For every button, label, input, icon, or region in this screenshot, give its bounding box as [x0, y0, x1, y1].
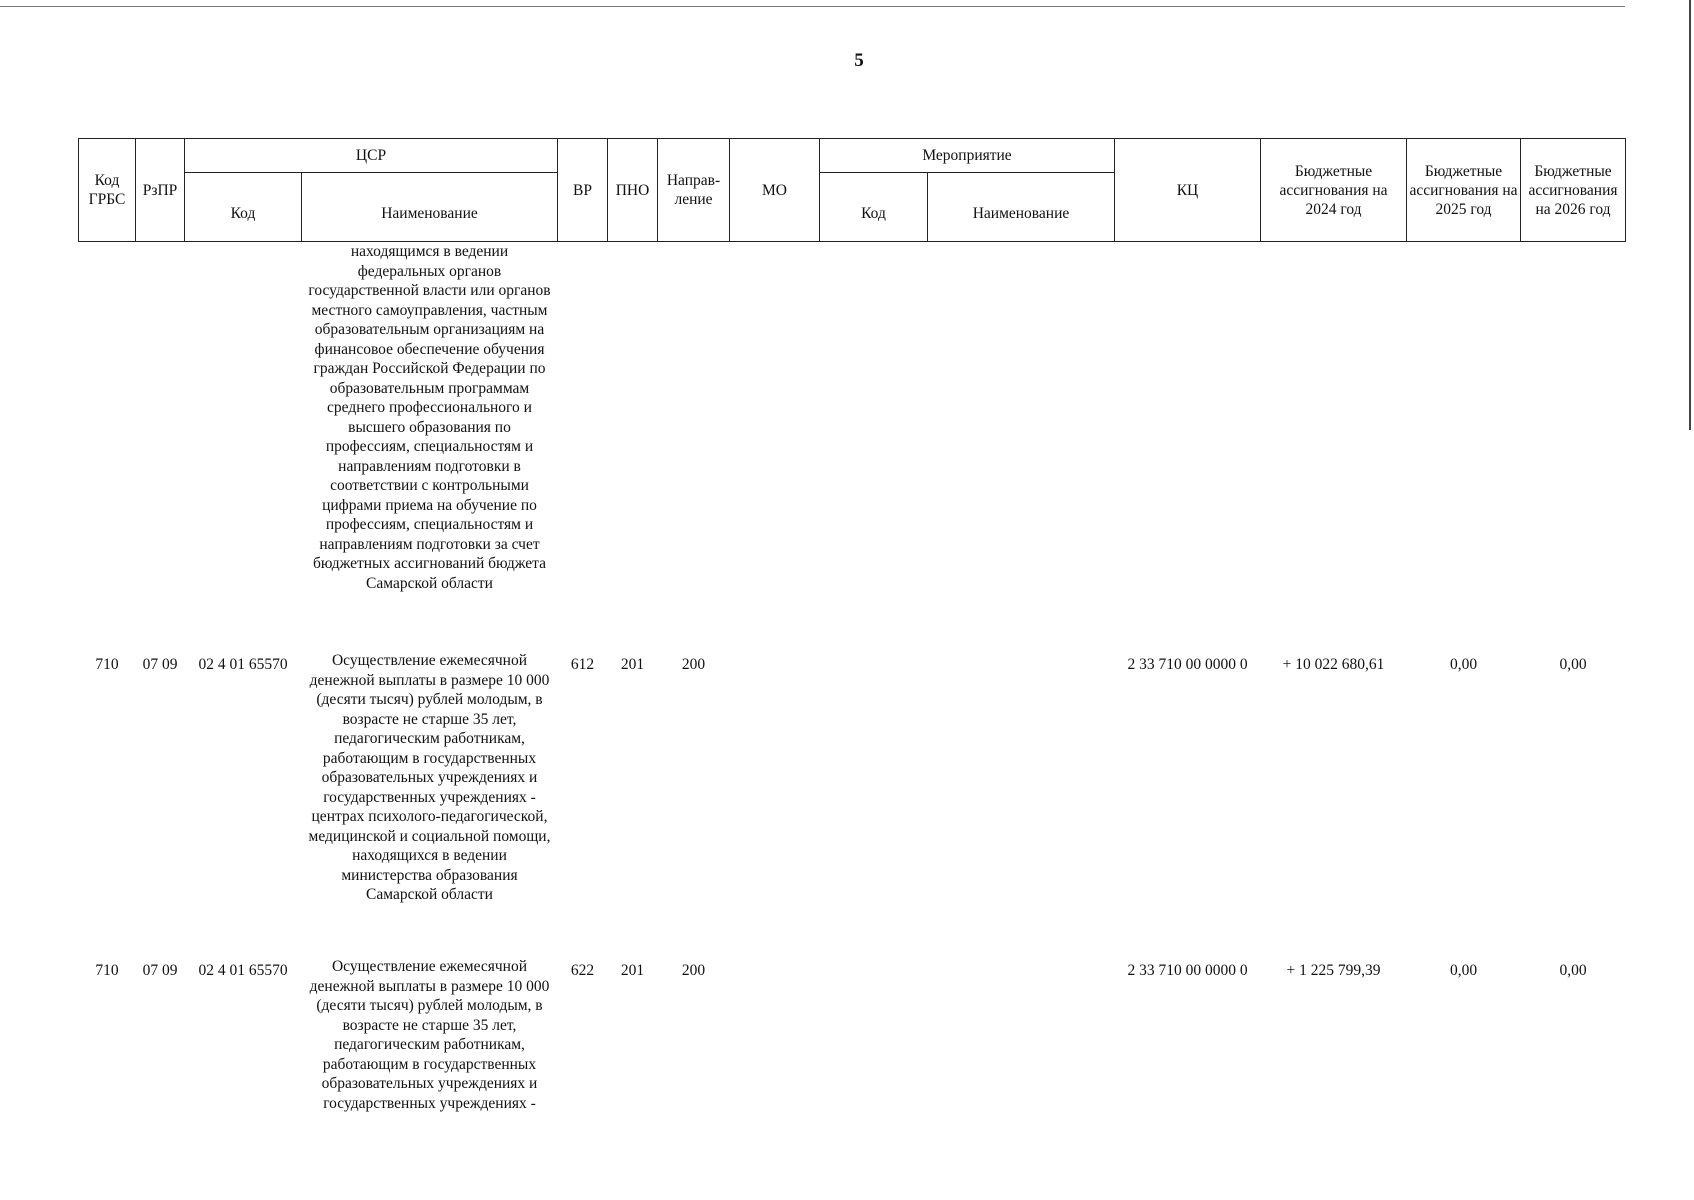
- header-ba-2024: Бюджетные ассигнования на 2024 год: [1261, 139, 1407, 242]
- cell-mer-kod: [820, 957, 928, 1131]
- header-csr: ЦСР: [185, 139, 558, 173]
- header-kc: КЦ: [1115, 139, 1261, 242]
- header-vr: ВР: [558, 139, 608, 242]
- header-ba-2026: Бюджетные ассигнования на 2026 год: [1521, 139, 1626, 242]
- header-row-top: [79, 139, 1626, 173]
- cell-kc: 2 33 710 00 0000 0: [1127, 656, 1248, 673]
- cell-ba-2026: 0,00: [1559, 656, 1587, 673]
- cell-kod-grbs: 710: [95, 962, 119, 979]
- cell-vr: 612: [570, 656, 595, 673]
- header-mer-name: Наименование: [928, 173, 1115, 242]
- cell-rzpr: 07 09: [142, 962, 178, 979]
- cell-ba-2025: 0,00: [1449, 962, 1478, 979]
- header-rzpr: РзПР: [136, 139, 185, 242]
- right-scan-border: [1689, 0, 1691, 430]
- cell-mer-name: [928, 651, 1115, 957]
- page-number: 5: [854, 50, 864, 71]
- cell-ba-2026: 0,00: [1559, 962, 1587, 979]
- header-pno: ПНО: [608, 139, 658, 242]
- table-body: [79, 242, 1626, 1132]
- header-mer-kod: Код: [820, 173, 928, 242]
- header-csr-name: Наименование: [302, 173, 558, 242]
- table-header: [79, 139, 1626, 242]
- cell-ba-2025: 0,00: [1449, 656, 1478, 673]
- cell-vr: 622: [570, 962, 595, 979]
- top-scan-border: [0, 6, 1625, 7]
- cell-kod-grbs: 710: [95, 656, 119, 673]
- cell-mer-kod: [820, 651, 928, 957]
- header-napravlenie: Направ-ление: [658, 139, 730, 242]
- cell-pno: 201: [620, 962, 645, 979]
- cell-rzpr: 07 09: [142, 656, 178, 673]
- cell-csr-name: Осуществление ежемесячной денежной выплаты в размере 10 000 (десяти тысяч) рублей молодым, в возрасте не старше 35 лет, педагогическим работникам, работающим в государственных образовательных учреждениях и государственных учреждениях - центрах психолого-педагогической, медицинской и социальной помощи, находящихся в ведении министерства образования Самарской области: [308, 652, 551, 903]
- header-meropriyatie: Мероприятие: [820, 139, 1115, 173]
- cell-csr-kod: 02 4 01 65570: [198, 656, 288, 673]
- continuation-description: находящимся в ведении федеральных органов государственной власти или органов местного самоуправления, частным образовательным организациям на финансовое обеспечение обучения граждан Российской Федерации по образовательным программам среднего профессионального и высшего образования по профессиям, специальностям и направлениям подготовки в соответствии с контрольными цифрами приема на обучение по профессиям, специальностям и направлениям подготовки за счет бюджетных ассигнований бюджета Самарской области: [308, 243, 551, 592]
- header-csr-kod: Код: [185, 173, 302, 242]
- budget-table: [78, 138, 1626, 1131]
- cell-csr-name: Осуществление ежемесячной денежной выплаты в размере 10 000 (десяти тысяч) рублей молодым, в возрасте не старше 35 лет, педагогическим работникам, работающим в государственных образовательных учреждениях и государственных учреждениях -: [309, 958, 550, 1112]
- cell-pno: 201: [620, 656, 645, 673]
- cell-csr-kod: 02 4 01 65570: [198, 962, 288, 979]
- cell-ba-2024: + 10 022 680,61: [1282, 656, 1385, 673]
- cell-ba-2024: + 1 225 799,39: [1286, 962, 1381, 979]
- cell-mer-name: [928, 957, 1115, 1131]
- table-row: [79, 651, 1626, 957]
- table-row-continuation: [79, 242, 1626, 652]
- header-mo: МО: [730, 139, 820, 242]
- header-kod-grbs: Код ГРБС: [79, 139, 136, 242]
- table-row: [79, 957, 1626, 1131]
- cell-napravlenie: 200: [681, 656, 706, 673]
- cell-mo: [730, 957, 820, 1131]
- cell-kc: 2 33 710 00 0000 0: [1127, 962, 1248, 979]
- cell-napravlenie: 200: [681, 962, 706, 979]
- header-ba-2025: Бюджетные ассигнования на 2025 год: [1407, 139, 1521, 242]
- cell-mo: [730, 651, 820, 957]
